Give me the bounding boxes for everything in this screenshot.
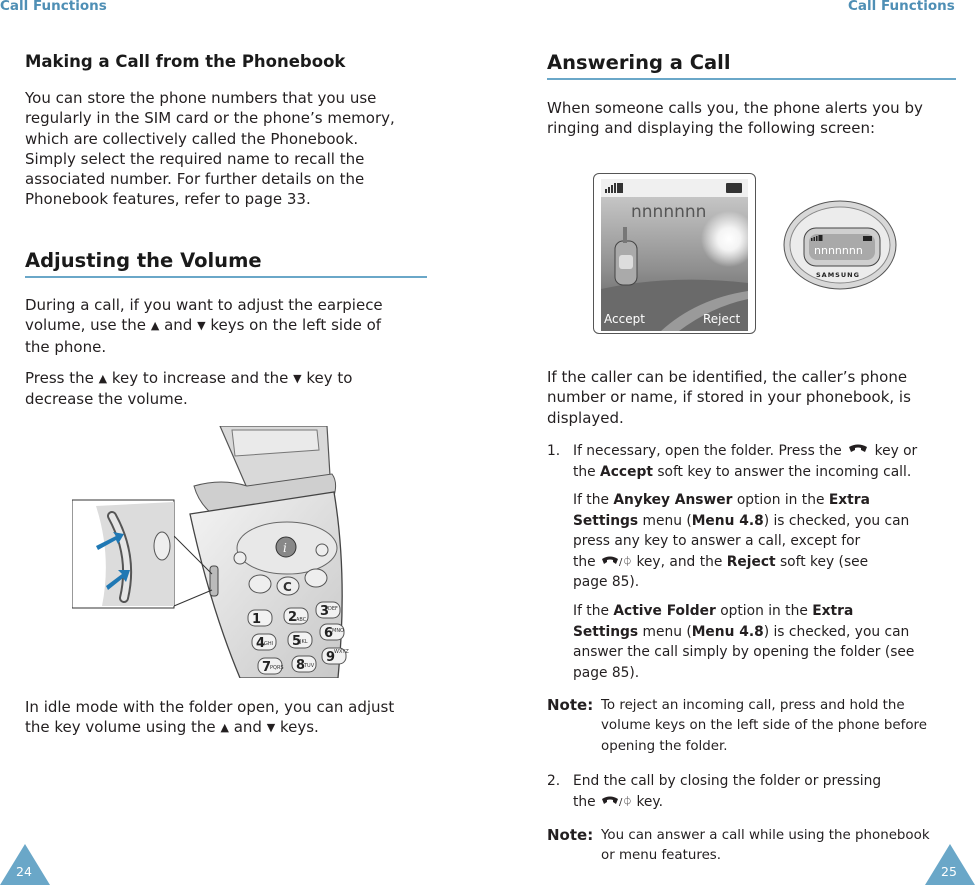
send-key-icon <box>846 443 870 457</box>
svg-text:/⏀: /⏀ <box>619 556 633 568</box>
text-line: If the Active Folder option in the Extra <box>573 603 854 619</box>
text-line: the Accept soft key to answer the incoming call. <box>573 463 912 480</box>
up-arrow-icon: ▲ <box>220 721 229 735</box>
section-rule <box>25 276 427 278</box>
svg-text:/⏀: /⏀ <box>619 796 633 808</box>
key-letters: MNO <box>332 628 344 634</box>
text-line: the phone. <box>25 337 107 356</box>
text-line: answer the call simply by opening the folder (see <box>573 644 915 660</box>
down-arrow-icon: ▼ <box>266 721 276 735</box>
section-title-answering: Answering a Call <box>547 51 731 74</box>
note-1 <box>601 696 961 757</box>
text-line: press any key to answer a call, except for <box>573 533 861 549</box>
key-5: 5 <box>292 634 302 649</box>
text-line: the /⏀ key, and the Reject soft key (see <box>573 553 869 570</box>
reject-softkey[interactable]: Reject <box>703 312 741 326</box>
text-line: Settings menu (Menu 4.8) is checked, you can <box>573 512 910 529</box>
intro-paragraph <box>547 98 967 139</box>
incoming-call-screen <box>593 173 756 334</box>
text-line: regularly in the SIM card or the phone’s memory, <box>25 109 395 128</box>
key-6: 6 <box>324 626 334 641</box>
section-title-volume: Adjusting the Volume <box>25 249 262 272</box>
text-line: which are collectively called the Phonebook. <box>25 129 359 148</box>
key-2: 2 <box>288 610 298 625</box>
key-4: 4 <box>256 636 266 651</box>
page-number: 25 <box>941 864 957 879</box>
brand-logo: SAMSUNG <box>816 271 860 279</box>
anykey-paragraph <box>573 490 963 593</box>
running-header-right: Call Functions <box>848 0 955 14</box>
text-line: Press the ▲ key to increase and the ▼ key to <box>25 369 353 387</box>
end-power-key-icon <box>600 554 632 568</box>
page-number-tab-right <box>925 844 975 885</box>
key-8: 8 <box>296 658 306 673</box>
text-line: page 85). <box>573 574 640 590</box>
text-line: If the caller can be identified, the caller’s phone <box>547 368 908 386</box>
external-display <box>783 200 897 290</box>
text-line: Settings menu (Menu 4.8) is checked, you can <box>573 623 910 640</box>
text-line: ringing and displaying the following screen: <box>547 119 876 138</box>
section-rule <box>547 78 956 80</box>
text-line: the /⏀ key. <box>573 793 664 810</box>
text-line: associated number. For further details on the <box>25 170 365 189</box>
caller-number: nnnnnnn <box>631 202 707 222</box>
text-line: When someone calls you, the phone alerts you by <box>547 99 923 117</box>
identified-paragraph <box>547 367 967 428</box>
note-2 <box>601 826 961 867</box>
activefolder-paragraph <box>573 601 963 683</box>
end-power-key-icon <box>600 794 632 808</box>
down-arrow-icon: ▼ <box>293 372 302 385</box>
key-letters: TUV <box>304 663 315 669</box>
text-line: the key volume using the ▲ and ▼ keys. <box>25 718 319 737</box>
text-line: In idle mode with the folder open, you can adjust <box>25 698 395 716</box>
text-line: If necessary, open the folder. Press the key or <box>573 443 918 459</box>
text-line: displayed. <box>547 408 624 427</box>
key-letters: WXYZ <box>334 649 349 655</box>
text-line: page 85). <box>573 664 640 681</box>
text-line: You can store the phone numbers that you use <box>25 89 377 107</box>
volume-paragraph-1 <box>25 295 435 357</box>
key-letters: PQRS <box>270 665 284 671</box>
key-9: 9 <box>326 650 336 665</box>
text-line: opening the folder. <box>601 738 728 754</box>
text-line: If the Anykey Answer option in the Extra <box>573 492 870 508</box>
page-number-tab-left <box>0 844 50 885</box>
text-line: During a call, if you want to adjust the earpiece <box>25 296 383 314</box>
idle-volume-paragraph <box>25 697 435 739</box>
key-3: 3 <box>320 604 330 619</box>
section-title-phonebook: Making a Call from the Phonebook <box>25 52 346 71</box>
text-line: or menu features. <box>601 848 722 864</box>
phone-open-illustration <box>72 426 352 678</box>
text-line: Phonebook features, refer to page 33. <box>25 190 311 209</box>
text-line: End the call by closing the folder or pressing <box>573 773 882 789</box>
text-line: number or name, if stored in your phonebook, is <box>547 388 911 407</box>
note-label: Note: <box>547 696 594 714</box>
text-line: volume, use the ▲ and ▼ keys on the left side of <box>25 316 382 335</box>
key-letters: DEF <box>328 606 338 612</box>
key-letters: JKL <box>300 639 308 645</box>
key-7: 7 <box>262 660 272 675</box>
step-1 <box>573 441 963 482</box>
text-line: Simply select the required name to recall the <box>25 149 365 168</box>
up-arrow-icon: ▲ <box>150 319 160 333</box>
phonebook-paragraph <box>25 88 435 210</box>
step-2 <box>573 771 963 812</box>
text-line: To reject an incoming call, press and hold the <box>601 698 905 713</box>
text-line: volume keys on the left side of the phone before <box>601 718 927 734</box>
external-caller-number: nnnnnnn <box>814 244 863 257</box>
accept-softkey[interactable]: Accept <box>604 312 645 326</box>
menu-key-label: i <box>283 541 287 555</box>
step-number: 1. <box>547 443 561 459</box>
down-arrow-icon: ▼ <box>197 319 206 333</box>
key-1: 1 <box>252 612 262 627</box>
key-letters: ABC <box>296 617 307 623</box>
note-label: Note: <box>547 826 594 844</box>
volume-paragraph-2 <box>25 368 435 410</box>
text-line: You can answer a call while using the phonebook <box>601 828 930 843</box>
running-header-left: Call Functions <box>0 0 107 14</box>
text-line: decrease the volume. <box>25 390 188 409</box>
step-number: 2. <box>547 773 561 789</box>
page-number: 24 <box>16 864 32 879</box>
clear-key-label: C <box>283 580 292 594</box>
up-arrow-icon: ▲ <box>98 372 108 385</box>
key-letters: GHI <box>264 641 274 647</box>
